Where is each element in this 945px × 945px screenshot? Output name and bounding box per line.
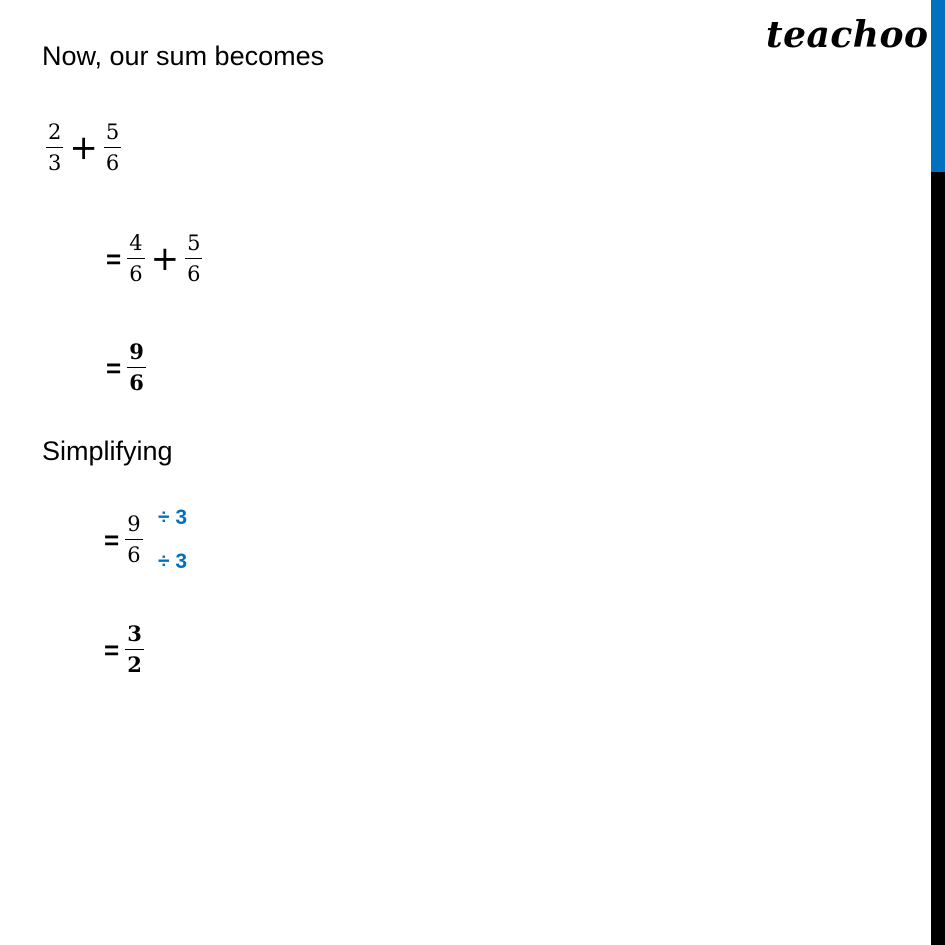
teachoo-logo: teachoo (766, 14, 929, 56)
equals-sign: = (106, 243, 122, 274)
equals-sign: = (104, 524, 120, 555)
numerator-divide-note: ÷ 3 (158, 506, 188, 529)
simplify-label: Simplifying (42, 436, 173, 466)
fraction-b: $\frac{5}{6}$ (105, 120, 120, 175)
fraction-result: $\frac{3}{2}$ (127, 621, 142, 677)
scrollbar-thumb[interactable] (931, 0, 945, 172)
step-divide (104, 512, 143, 567)
step-sum (106, 340, 146, 395)
expression-initial (46, 120, 121, 175)
equals-sign: = (104, 634, 120, 665)
fraction-a: $\frac{2}{3}$ (48, 120, 62, 175)
plus-sign: + (69, 127, 98, 168)
intro-text: Now, our sum becomes (42, 41, 325, 71)
fraction-to-simplify: $\frac{9}{6}$ (127, 512, 141, 567)
fraction-sum: $\frac{9}{6}$ (129, 339, 144, 395)
equals-sign: = (106, 352, 122, 383)
fraction-a: $\frac{4}{6}$ (129, 231, 143, 286)
denominator-divide-note: ÷ 3 (158, 550, 188, 573)
fraction-b: $\frac{5}{6}$ (187, 231, 201, 286)
step-common-denominator (106, 231, 202, 286)
step-result (104, 622, 144, 677)
plus-sign: + (150, 238, 180, 279)
